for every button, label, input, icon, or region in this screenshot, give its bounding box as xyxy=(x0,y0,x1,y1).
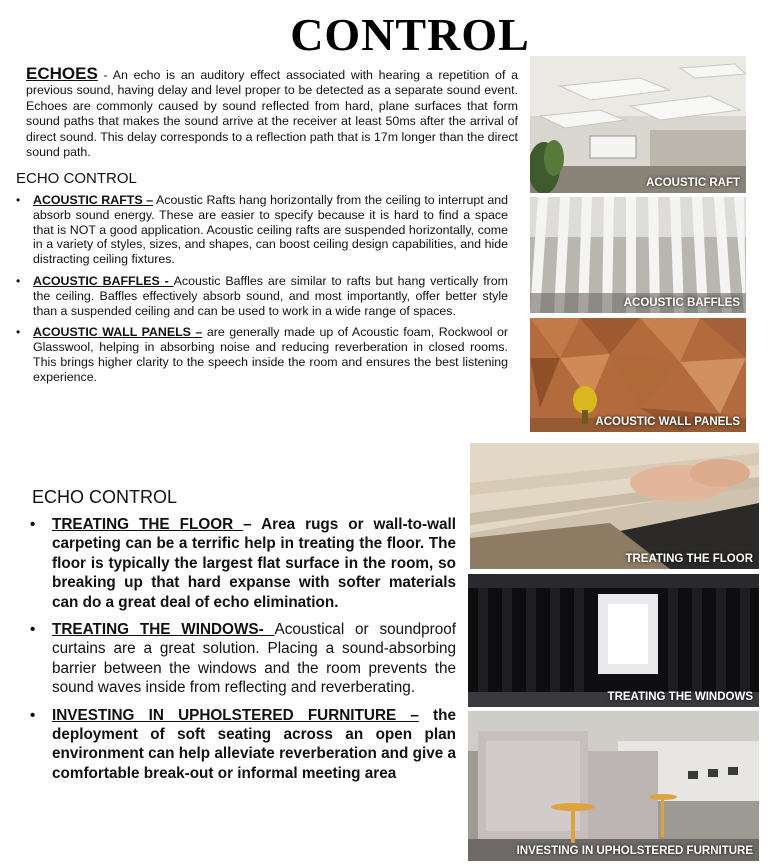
list-item-upholstered-furniture xyxy=(30,706,456,784)
acoustic-baffles-caption: ACOUSTIC BAFFLES xyxy=(623,297,740,309)
item-title: TREATING THE WINDOWS- xyxy=(52,621,275,639)
item-text: – Area rugs or wall-to-wall carpeting can be a terrific help in treating the floor. The floor is typically the largest flat surface in the room, so breaking up that hard expanse with softer materials can do a great deal of echo elimination. xyxy=(52,516,456,611)
item-text: Acoustic Rafts hang horizontally from the ceiling to interrupt and absorb sound energy. These are easier to specify because it is hard to find a space that is NOT a good application. Acoustic ceiling rafts are suspended horizontally, come in a variety of styles, sizes, and shapes, can boost ceiling design capabilities, and hide distracting ceiling fixtures. xyxy=(33,193,509,267)
acoustic-raft-caption: ACOUSTIC RAFT xyxy=(646,177,740,189)
echo-control-heading-2: ECHO CONTROL xyxy=(32,487,178,507)
page-title: CONTROL xyxy=(290,9,530,60)
acoustic-wall-panels-image xyxy=(530,318,746,432)
treating-the-floor-caption: TREATING THE FLOOR xyxy=(625,553,753,565)
item-text: Acoustic Baffles are similar to rafts but hang vertically from the ceiling. Baffles effectively absorb sound, and most importantly, offer better style than a suspended ceiling and can be used to work in a wide range of spaces. xyxy=(33,273,508,318)
treating-the-windows-caption: TREATING THE WINDOWS xyxy=(607,691,753,703)
echo-control-heading-1: ECHO CONTROL xyxy=(16,170,137,187)
list-item-treating-the-floor xyxy=(30,515,456,612)
echoes-heading: ECHOES xyxy=(26,64,98,83)
item-title: ACOUSTIC RAFTS – xyxy=(33,193,154,207)
upholstered-furniture-caption: INVESTING IN UPHOLSTERED FURNITURE xyxy=(516,845,753,857)
item-text: Acoustical or soundproof curtains are a great solution. Placing a sound-absorbing barrier between the windows and the room prevents the sound waves inside from reflecting and reverberating. xyxy=(52,621,456,697)
echo-control-list-2 xyxy=(30,515,456,791)
list-item-acoustic-rafts xyxy=(16,193,508,267)
list-item-acoustic-baffles xyxy=(16,274,508,318)
upholstered-furniture-image xyxy=(468,711,759,861)
item-text: the deployment of soft seating across an open plan environment can help alleviate reverberation and give a comfortable break-out or informal meeting area xyxy=(52,706,456,782)
item-title: ACOUSTIC WALL PANELS – xyxy=(33,325,203,340)
echoes-paragraph xyxy=(26,66,518,160)
item-text: are generally made up of Acoustic foam, Rockwool or Glasswool, helping in absorbing noise and reducing reverberation in closed rooms. This brings higher clarity to the speech inside the room and ensures the best listening experience. xyxy=(33,325,508,384)
acoustic-wall-panels-caption: ACOUSTIC WALL PANELS xyxy=(595,416,740,428)
item-title: TREATING THE FLOOR xyxy=(52,516,244,533)
acoustic-baffles-image xyxy=(530,197,746,313)
echo-control-list-1 xyxy=(16,193,508,392)
item-title: ACOUSTIC BAFFLES - xyxy=(33,273,174,288)
list-item-treating-the-windows xyxy=(30,620,456,698)
acoustic-raft-image xyxy=(530,56,746,193)
echoes-text: - An echo is an auditory effect associated with hearing a repetition of a previous sound, having delay and level proper to be detected as a separate sound event. Echoes are commonly caused by sound reflected from hard, plane surfaces that form sound paths that makes the sound arrive at the receiver at least 50ms after the arrival of direct sound. This delay corresponds to a reflection path that is 17m longer than the direct sound path. xyxy=(26,68,518,160)
item-title: INVESTING IN UPHOLSTERED FURNITURE – xyxy=(52,706,419,724)
treating-the-floor-image xyxy=(470,443,759,569)
treating-the-windows-image xyxy=(468,574,759,707)
list-item-acoustic-wall-panels xyxy=(16,325,508,384)
